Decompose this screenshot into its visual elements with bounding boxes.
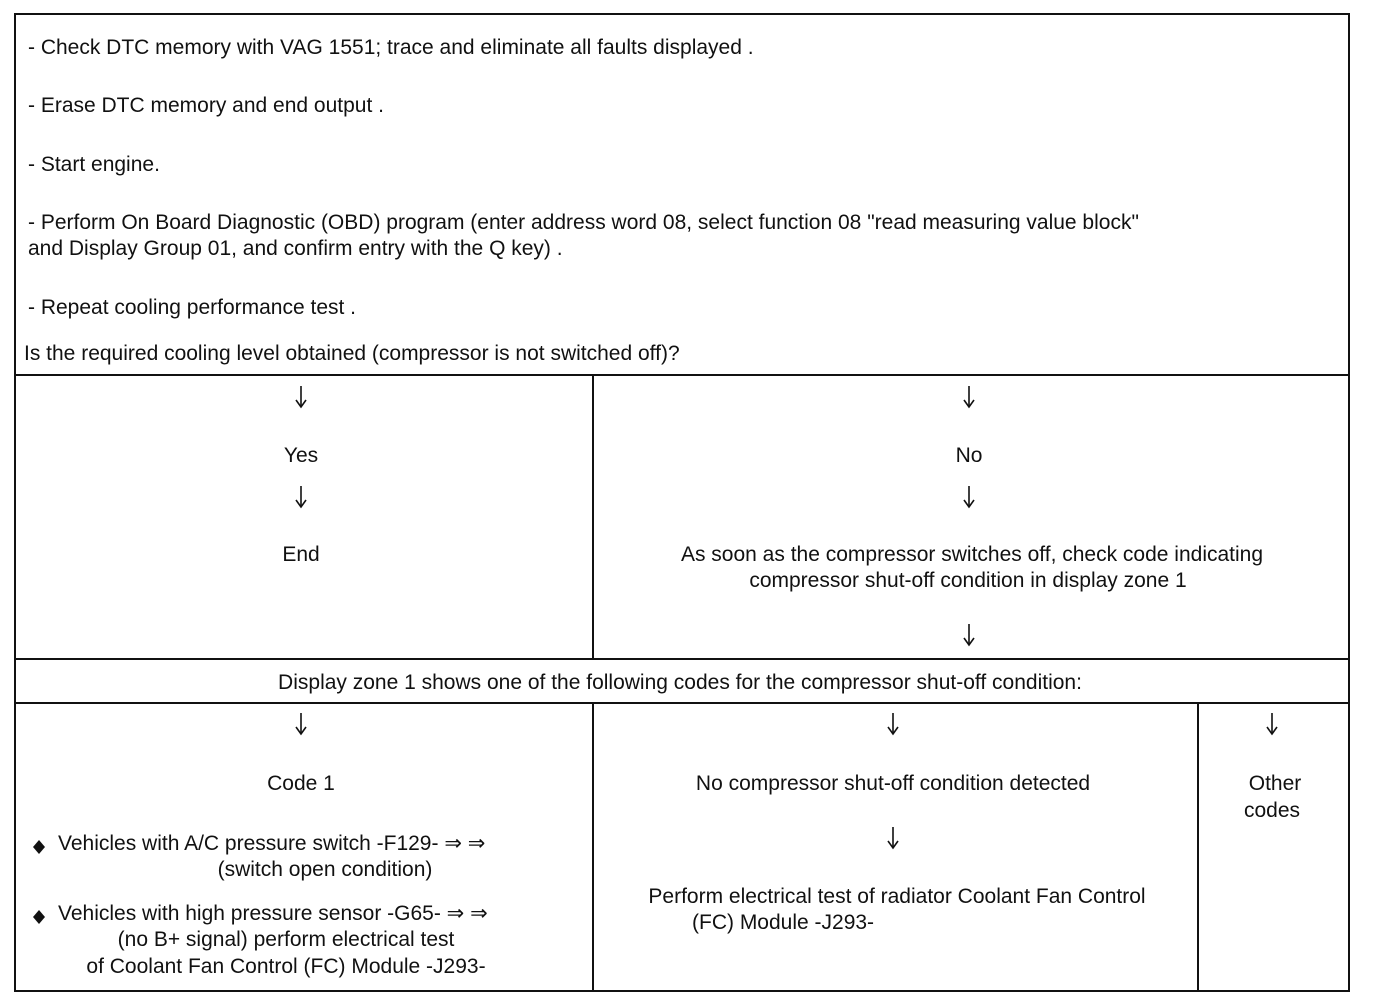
down-arrow-icon xyxy=(961,385,977,409)
other-codes-line2: codes xyxy=(1243,799,1301,822)
end-label: End xyxy=(282,543,320,566)
down-arrow-icon xyxy=(961,623,977,647)
divider-nocondition-other xyxy=(1197,703,1199,992)
step-check-dtc: - Check DTC memory with VAG 1551; trace and eliminate all faults displayed . xyxy=(28,36,754,59)
diamond-bullet-icon xyxy=(32,905,46,921)
no-condition-title: No compressor shut-off condition detected xyxy=(695,772,1091,795)
step-obd-line2: and Display Group 01, and confirm entry with the Q key) . xyxy=(28,237,563,260)
step-start-engine: - Start engine. xyxy=(28,153,160,176)
display-zone-header: Display zone 1 shows one of the following codes for the compressor shut-off condition: xyxy=(278,671,1082,694)
diamond-bullet-icon xyxy=(32,835,46,851)
down-arrow-icon xyxy=(293,385,309,409)
step-erase-dtc: - Erase DTC memory and end output . xyxy=(28,94,384,117)
code1-title: Code 1 xyxy=(267,772,335,795)
divider-yes-no xyxy=(592,375,594,659)
no-result-line2: compressor shut-off condition in display zone 1 xyxy=(749,569,1187,592)
down-arrow-icon xyxy=(293,712,309,736)
down-arrow-icon xyxy=(1264,712,1280,736)
no-condition-action-line2: (FC) Module -J293- xyxy=(692,911,875,934)
code1-item1-line1: Vehicles with A/C pressure switch -F129- ⇒ ⇒ xyxy=(58,832,486,855)
divider-display-zone xyxy=(14,702,1350,704)
divider-code1-nocondition xyxy=(592,703,594,992)
divider-question xyxy=(14,374,1350,376)
step-obd-line1: - Perform On Board Diagnostic (OBD) program (enter address word 08, select function 08 "read measuring value block" xyxy=(28,211,1139,234)
code1-item2-line3: of Coolant Fan Control (FC) Module -J293- xyxy=(86,955,486,978)
no-label: No xyxy=(955,444,983,467)
down-arrow-icon xyxy=(885,826,901,850)
no-result-line1: As soon as the compressor switches off, check code indicating xyxy=(680,543,1264,566)
no-condition-action-line1: Perform electrical test of radiator Coolant Fan Control xyxy=(648,885,1146,908)
divider-branches xyxy=(14,658,1350,660)
down-arrow-icon xyxy=(961,485,977,509)
question-text: Is the required cooling level obtained (compressor is not switched off)? xyxy=(24,342,680,365)
yes-label: Yes xyxy=(283,444,319,467)
other-codes-line1: Other xyxy=(1248,772,1302,795)
code1-item2-line2: (no B+ signal) perform electrical test xyxy=(117,928,455,951)
code1-item1-line2: (switch open condition) xyxy=(217,858,433,881)
code1-item2-line1: Vehicles with high pressure sensor -G65- ⇒ ⇒ xyxy=(58,902,488,925)
down-arrow-icon xyxy=(885,712,901,736)
step-repeat-test: - Repeat cooling performance test . xyxy=(28,296,357,319)
down-arrow-icon xyxy=(293,485,309,509)
